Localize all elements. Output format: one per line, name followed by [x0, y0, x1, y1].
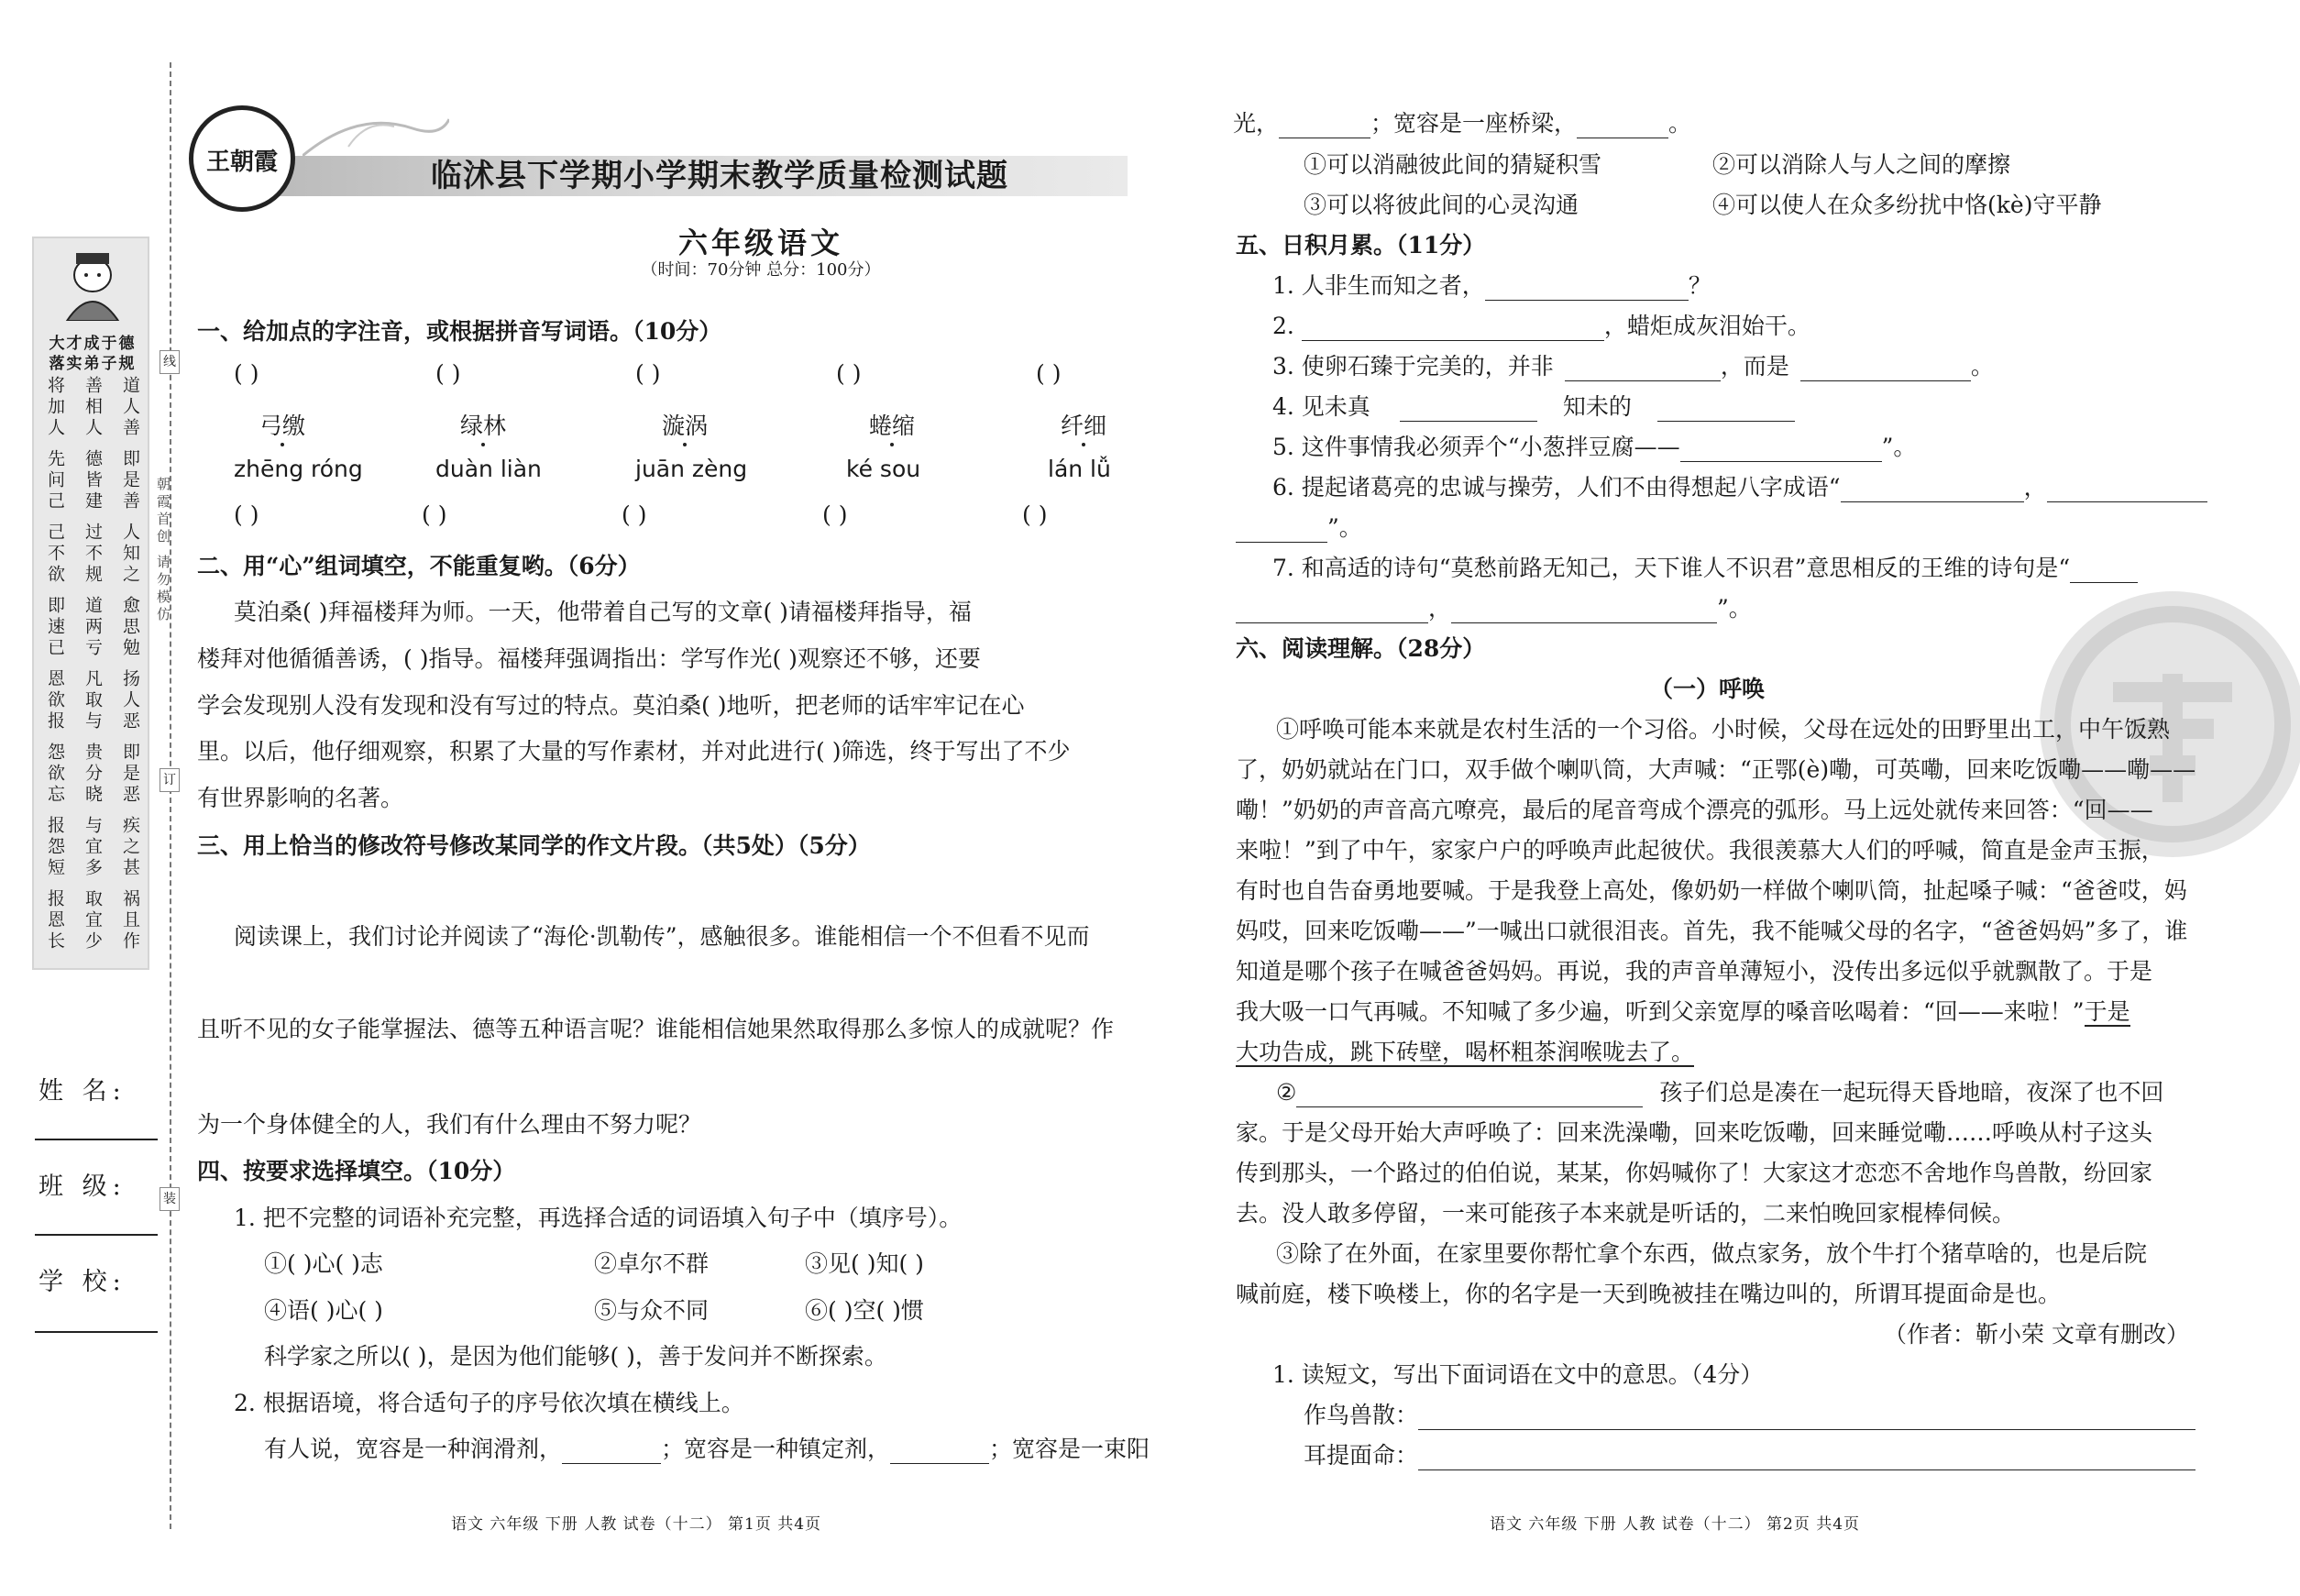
q1-answer-paren: ( ) [1036, 360, 1062, 387]
name-label: 姓 名: [39, 1077, 127, 1106]
motto-col: 祸且作 [120, 889, 140, 952]
answer-blank[interactable] [1236, 519, 1327, 543]
q2-text-line: 莫泊桑( )拜福楼拜为师。一天，他带着自己写的文章( )请福楼拜指导，福 [234, 599, 972, 625]
q4-option: ②卓尔不群 [594, 1250, 710, 1277]
q5-item-5: 5. 这件事情我必须弄个“小葱拌豆腐—— ”。 [1272, 434, 1917, 460]
q3-heading: 三、用上恰当的修改符号修改某同学的作文片段。（共5处）（5分） [197, 832, 871, 859]
q1-answer-paren: ( ) [836, 360, 862, 387]
motto-col: 贵分晓 [83, 743, 103, 806]
motto-col: 即速已 [45, 596, 65, 659]
q5-heading: 五、日积月累。（11分） [1236, 232, 1486, 259]
q1-word: 绿林 [460, 413, 507, 439]
q4-option: ⑤与众不同 [594, 1297, 710, 1324]
sidebar-slogan-2: 落实弟子规 [49, 355, 137, 373]
school-label: 学 校: [39, 1268, 127, 1296]
motto-col: 疾之甚 [120, 816, 140, 879]
copyright-vertical-text: 朝霞首创 请勿模仿 [155, 477, 171, 624]
q4-heading: 四、按要求选择填空。（10分） [197, 1158, 516, 1184]
motto-col: 人知之 [120, 523, 140, 586]
class-label: 班 级: [39, 1172, 127, 1201]
q4-choice: ③可以将彼此间的心灵沟通 [1304, 192, 1579, 218]
answer-blank[interactable] [1418, 1406, 2195, 1430]
answer-blank[interactable] [1841, 479, 2024, 502]
q1-word: 蜷缩 [869, 413, 916, 439]
q4-option: ③见( )知( ) [805, 1250, 924, 1277]
q1-answer-paren: ( ) [1022, 501, 1048, 528]
q4-option: ①( )心( )志 [264, 1250, 383, 1277]
answer-blank[interactable] [890, 1440, 989, 1464]
passage-author: （作者：靳小荣 文章有删改） [1884, 1321, 2189, 1348]
passage-line: 嘞！”奶奶的声音高亢嘹亮，最后的尾音弯成个漂亮的弧形。马上远处就传来回答：“回—— [1236, 797, 2153, 823]
q1-pinyin: juān zèng [635, 456, 748, 482]
name-field[interactable] [35, 1139, 158, 1140]
q1-pinyin: lán lǚ [1048, 456, 1111, 482]
answer-blank[interactable] [562, 1440, 661, 1464]
motto-col: 善相人 [83, 376, 103, 439]
answer-blank[interactable] [1302, 317, 1604, 341]
motto-col: 即是善 [120, 449, 140, 512]
answer-blank[interactable] [1680, 438, 1882, 462]
q1-answer-paren: ( ) [234, 360, 259, 387]
q2-text-line: 里。以后，他仔细观察，积累了大量的写作素材，并对此进行( )筛选，终于写出了不少 [197, 738, 1071, 765]
q4-choice: ①可以消融彼此间的猜疑积雪 [1304, 151, 1602, 178]
passage-line: 去。没人敢多停留，一来可能孩子本来就是听话的，二来怕晚回家棍棒伺候。 [1236, 1200, 2016, 1227]
passage-line: 知道是哪个孩子在喊爸爸妈妈。再说，我的声音单薄短小，没传出多远似乎就飘散了。于是 [1236, 958, 2153, 985]
motto-col: 过不规 [83, 523, 103, 586]
q1-answer-paren: ( ) [822, 501, 848, 528]
q5-item-3: 3. 使卵石臻于完美的，并非 ，而是 。 [1272, 353, 1994, 380]
q5-item-7-cont: ， ”。 [1236, 590, 1752, 623]
page-footer-left: 语文 六年级 下册 人教 试卷（十二） 第1页 共4页 [451, 1515, 822, 1534]
answer-blank[interactable] [1400, 398, 1537, 422]
passage-line: 家。于是父母开始大声呼唤了：回来洗澡嘞，回来吃饭嘞，回来睡觉嘞……呼唤从村子这头 [1236, 1119, 2153, 1146]
q5-item-6: 6. 提起诸葛亮的忠诚与操劳，人们不由得想起八字成语“ ， [1272, 469, 2207, 502]
answer-blank[interactable] [1565, 358, 1721, 381]
answer-blank[interactable] [1657, 398, 1795, 422]
q5-item-7: 7. 和高适的诗句“莫愁前路无知己，天下谁人不识君”意思相反的王维的诗句是“ [1272, 550, 2138, 583]
q5-item-6-cont: ”。 [1236, 510, 1362, 543]
q5-item-2: 2. ，蜡炬成灰泪始干。 [1272, 313, 1810, 339]
q4-option: ⑥( )空( )惯 [805, 1297, 924, 1324]
q1-answer-paren: ( ) [635, 360, 661, 387]
answer-blank[interactable] [2047, 479, 2207, 502]
q6-term-1: 作鸟兽散： [1304, 1397, 2195, 1430]
motto-col: 凡取与 [83, 669, 103, 732]
motto-col: 愈思勉 [120, 596, 140, 659]
q1-answer-paren: ( ) [422, 501, 447, 528]
answer-blank[interactable] [2070, 559, 2138, 583]
motto-col: 报怨短 [45, 816, 65, 879]
answer-blank[interactable] [1279, 115, 1370, 138]
answer-blank[interactable] [1577, 115, 1668, 138]
passage-line: 我大吸一口气再喊。不知喊了多少遍，听到父亲宽厚的嗓音吆喝着：“回——来啦！”于是 [1236, 998, 2130, 1025]
answer-blank[interactable] [1418, 1447, 2195, 1470]
q3-text-line: 且听不见的女子能掌握法、德等五种语言呢？谁能相信她果然取得那么多惊人的成就呢？作 [197, 1016, 1115, 1042]
q1-word: 纤细 [1061, 413, 1107, 439]
answer-blank[interactable] [1485, 277, 1689, 301]
q5-item-1: 1. 人非生而知之者， ？ [1272, 272, 1711, 299]
q4-sub1: 1. 把不完整的词语补充完整，再选择合适的词语填入句子中（填序号）。 [234, 1205, 963, 1231]
motto-col: 德皆建 [83, 449, 103, 512]
q1-heading: 一、给加点的字注音，或根据拼音写词语。（10分） [197, 318, 722, 345]
q6-heading: 六、阅读理解。（28分） [1236, 635, 1486, 662]
passage-line: 了，奶奶就站在门口，双手做个喇叭筒，大声喊：“正鄂(è)嘞，可英嘞，回来吃饭嘞——嘞—— [1236, 756, 2196, 783]
q4-sub2: 2. 根据语境，将合适句子的序号依次填在横线上。 [234, 1390, 744, 1416]
q6-term-2: 耳提面命： [1304, 1437, 2195, 1470]
answer-blank[interactable] [1451, 600, 1717, 623]
motto-col: 恩欲报 [45, 669, 65, 732]
q2-text-line: 学会发现别人没有发现和没有写过的特点。莫泊桑( )地听，把老师的话牢牢记在心 [197, 692, 1025, 719]
q3-text-line: 为一个身体健全的人，我们有什么理由不努力呢？ [197, 1111, 702, 1138]
q2-text-line: 楼拜对他循循善诱，( )指导。福楼拜强调指出：学写作光( )观察还不够，还要 [197, 645, 981, 672]
q1-answer-paren: ( ) [622, 501, 647, 528]
school-field[interactable] [35, 1331, 158, 1333]
motto-col: 扬人恶 [120, 669, 140, 732]
q4-sentence: 科学家之所以( )，是因为他们能够( )，善于发问并不断探索。 [264, 1343, 887, 1370]
motto-col: 与宜多 [83, 816, 103, 879]
fold-mark-top: 线 [160, 350, 180, 374]
fold-mark-bottom: 装 [160, 1187, 180, 1211]
q3-text-line: 阅读课上，我们讨论并阅读了“海伦·凯勒传”，感触很多。谁能相信一个不但看不见而 [234, 923, 1090, 950]
q1-word: 弓缴 [259, 413, 306, 439]
q1-answer-paren: ( ) [234, 501, 259, 528]
q1-pinyin: duàn liàn [435, 456, 542, 482]
brand-logo [189, 105, 295, 212]
passage-line: 来啦！”到了中午，家家户户的呼唤声此起彼伏。我很羡慕大人们的呼喊，简直是金声玉振， [1236, 837, 2164, 864]
q1-pinyin: zhēng róng [234, 456, 363, 482]
page-footer-right: 语文 六年级 下册 人教 试卷（十二） 第2页 共4页 [1490, 1515, 1861, 1534]
class-field[interactable] [35, 1234, 158, 1236]
q1-pinyin: ké sou [846, 456, 921, 482]
q6-sub1: 1. 读短文，写出下面词语在文中的意思。（4分） [1272, 1361, 1764, 1388]
q2-heading: 二、用“心”组词填空，不能重复哟。（6分） [197, 553, 641, 579]
passage-title: （一）呼唤 [1650, 676, 1766, 702]
motto-col: 道人善 [120, 376, 140, 439]
answer-blank[interactable] [1236, 600, 1428, 623]
exam-time-info: （时间：70分钟 总分：100分） [641, 260, 881, 280]
passage-line: ③除了在外面，在家里要你帮忙拿个东西，做点家务，放个牛打个猪草啥的，也是后院 [1276, 1240, 2148, 1267]
q1-word: 漩涡 [662, 413, 709, 439]
motto-col: 取宜少 [83, 889, 103, 952]
scholar-figure-icon [54, 248, 131, 321]
sidebar-motto-box [32, 237, 149, 970]
sidebar-slogan-1: 大才成于德 [49, 335, 137, 353]
q2-text-line: 有世界影响的名著。 [197, 785, 404, 811]
motto-col: 先问己 [45, 449, 65, 512]
fold-mark-mid: 订 [160, 768, 180, 792]
q4-sub2-line1: 有人说，宽容是一种润滑剂， ；宽容是一种镇定剂， ；宽容是一束阳 [264, 1436, 1150, 1462]
motto-col: 报恩长 [45, 889, 65, 952]
passage-line: 大功告成，跳下砖壁，喝杯粗茶润喉咙去了。 [1236, 1039, 1695, 1065]
motto-col: 怨欲忘 [45, 743, 65, 806]
q4-sub2-line2: 光， ；宽容是一座桥梁， 。 [1233, 110, 1692, 137]
passage-line: ② 孩子们总是凑在一起玩得天昏地暗，夜深了也不回 [1276, 1079, 2164, 1106]
q4-choice: ②可以消除人与人之间的摩擦 [1712, 151, 2011, 178]
passage-line: 有时也自告奋勇地要喊。于是我登上高处，像奶奶一样做个喇叭筒，扯起嗓子喊：“爸爸哎，妈 [1236, 877, 2187, 904]
page-title: 临沭县下学期小学期末教学质量检测试题 [431, 158, 1008, 194]
motto-col: 道两亏 [83, 596, 103, 659]
q4-option: ④语( )心( ) [264, 1297, 383, 1324]
answer-blank[interactable] [1800, 358, 1971, 381]
q1-answer-paren: ( ) [435, 360, 461, 387]
passage-line: ①呼唤可能本来就是农村生活的一个习俗。小时候，父母在远处的田野里出工，中午饭熟 [1276, 716, 2171, 743]
logo-text: 王朝霞 [205, 149, 278, 176]
q4-choice: ④可以使人在众多纷扰中恪(kè)守平静 [1712, 192, 2102, 218]
page-subtitle: 六年级语文 [677, 226, 843, 260]
q5-item-4: 4. 见未真 知未的 [1272, 389, 1795, 422]
passage-line: 喊前庭，楼下唤楼上，你的名字是一天到晚被挂在嘴边叫的，所谓耳提面命是也。 [1236, 1281, 2062, 1307]
answer-blank[interactable] [1296, 1084, 1643, 1107]
passage-line: 传到那头，一个路过的伯伯说，某某，你妈喊你了！大家这才恋恋不舍地作鸟兽散，纷回家 [1236, 1160, 2153, 1186]
motto-col: 己不欲 [45, 523, 65, 586]
motto-col: 即是恶 [120, 743, 140, 806]
binding-line [170, 62, 171, 1529]
ribbon-decoration-icon [303, 101, 449, 165]
motto-col: 将加人 [45, 376, 65, 439]
passage-line: 妈哎，回来吃饭嘞——”一喊出口就很泪丧。首先，我不能喊父母的名字，“爸爸妈妈”多了，谁 [1236, 918, 2188, 944]
